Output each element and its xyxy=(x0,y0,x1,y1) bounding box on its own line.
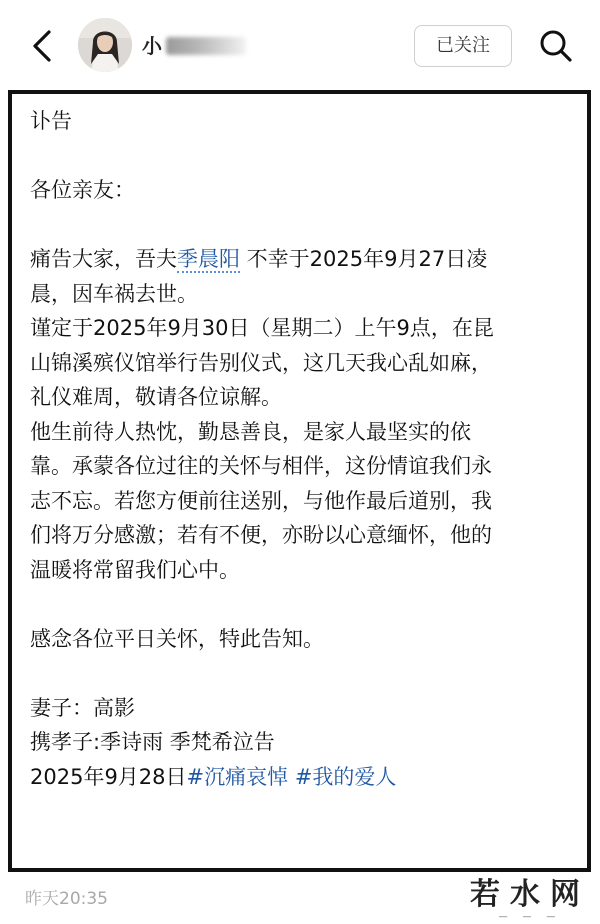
notice-line: 谨定于2025年9月30日（星期二）上午9点，在昆 xyxy=(30,316,494,340)
watermark-logo xyxy=(468,878,592,924)
username[interactable] xyxy=(142,34,246,58)
search-icon xyxy=(539,29,573,63)
username-blur-mask xyxy=(166,37,246,55)
notice-line xyxy=(30,242,575,277)
notice-line: 山锦溪殡仪馆举行告别仪式，这几天我心乱如麻， xyxy=(30,350,492,375)
text-span: 痛告大家，吾夫 xyxy=(30,247,177,271)
text-span: 不幸于2025年9月27日凌 xyxy=(240,247,488,271)
notice-greeting: 各位亲友： xyxy=(30,178,135,202)
avatar[interactable] xyxy=(78,18,132,72)
hashtag-link[interactable]: #我的爱人 xyxy=(294,764,397,789)
post-time: 昨天20:35 xyxy=(25,889,108,909)
notice-title: 讣告 xyxy=(30,109,72,133)
chevron-left-icon xyxy=(30,28,54,64)
hashtag-link[interactable]: #沉痛哀悼 xyxy=(186,764,289,789)
avatar-image xyxy=(78,18,132,72)
watermark-underline: — — — xyxy=(498,912,562,922)
notice-date-line xyxy=(30,760,575,795)
notice-line: 们将万分感激；若有不便，亦盼以心意缅怀，他的 xyxy=(30,523,492,547)
notice-line: 温暖将常留我们心中。 xyxy=(30,557,240,582)
watermark-text: 若水网 xyxy=(470,877,590,912)
mention-link[interactable]: 季晨阳 xyxy=(177,247,240,271)
notice-line: 他生前待人热忱，勤恳善良，是家人最坚实的依 xyxy=(30,419,471,444)
notice-line: 志不忘。若您方便前往送别，与他作最后道别，我 xyxy=(30,488,492,513)
notice-wife: 妻子：高影 xyxy=(30,695,135,720)
notice-date: 2025年9月28日 xyxy=(30,764,187,789)
notice-closing: 感念各位平日关怀，特此告知。 xyxy=(30,626,324,651)
notice-sons: 携孝子:季诗雨 季梵希泣告 xyxy=(30,730,275,754)
notice-text xyxy=(30,104,575,794)
top-bar xyxy=(0,0,600,92)
search-button[interactable] xyxy=(536,26,576,66)
notice-line: 礼仪难周，敬请各位谅解。 xyxy=(30,385,282,409)
notice-line: 晨，因车祸去世。 xyxy=(30,281,198,306)
back-button[interactable] xyxy=(22,26,62,66)
follow-button[interactable]: 已关注 xyxy=(414,25,512,67)
obituary-notice xyxy=(8,90,591,872)
username-text: 小 xyxy=(142,34,162,58)
notice-line: 靠。承蒙各位过往的关怀与相伴，这份情谊我们永 xyxy=(30,454,492,478)
